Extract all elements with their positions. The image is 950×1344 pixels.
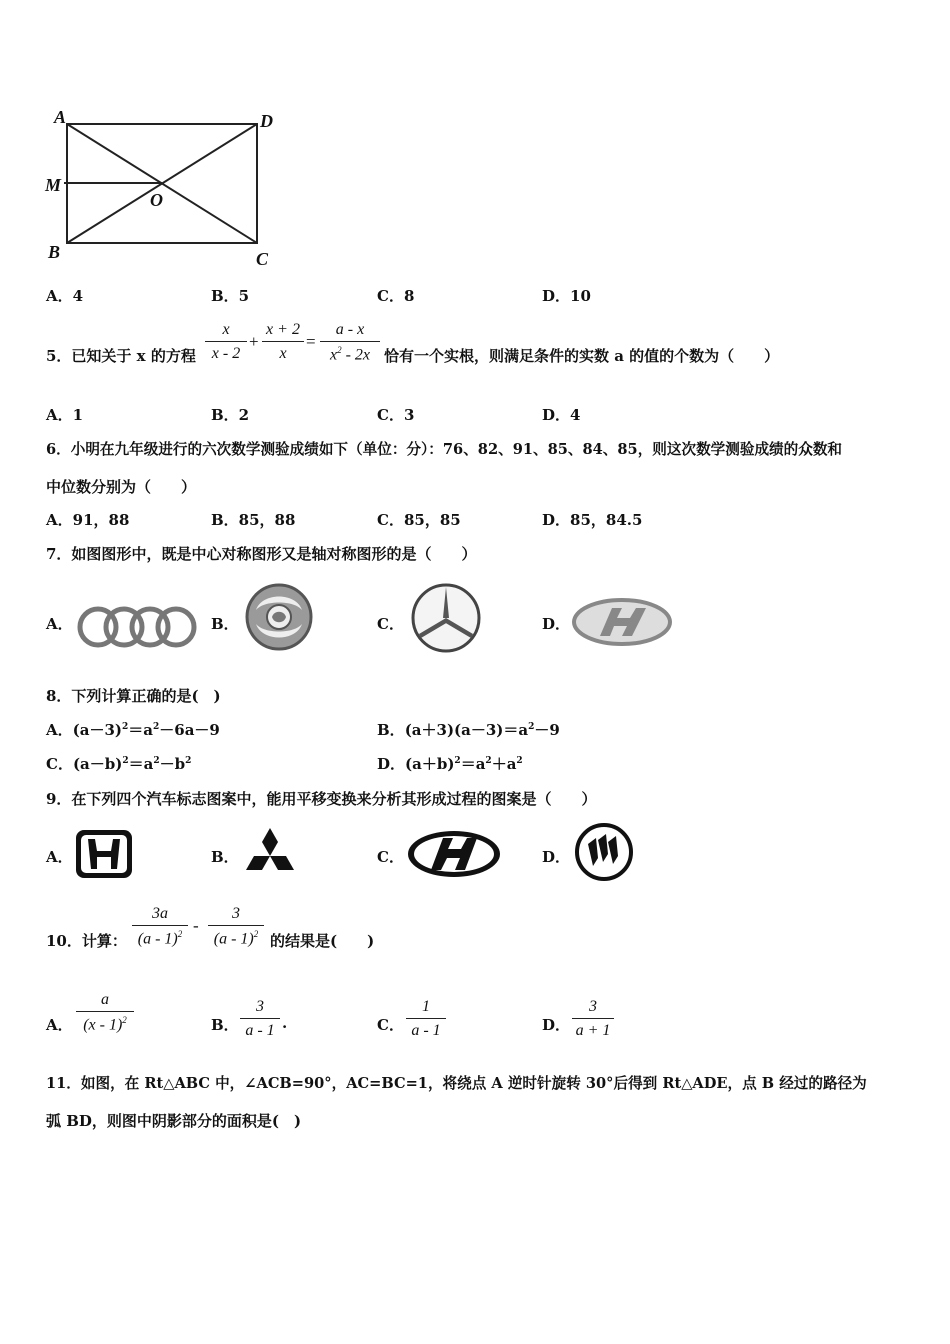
- label-a: A: [54, 107, 67, 127]
- q7-option-b[interactable]: B．: [211, 615, 239, 633]
- q10-option-a-label[interactable]: A．: [46, 1016, 73, 1034]
- q5-prefix: 5．已知关于 x 的方程: [46, 347, 196, 365]
- q10-option-d-fraction[interactable]: 3 a + 1: [572, 999, 614, 1039]
- dongfeng-logo-icon: [242, 582, 316, 652]
- q5-fraction-1: [205, 322, 247, 362]
- q8-option-d[interactable]: D．$(a+b)^2=a^2+a^2$: [377, 755, 523, 773]
- q5-frac1-den: x - 2: [211, 345, 241, 362]
- q8-text: 8．下列计算正确的是( ): [46, 687, 221, 705]
- q9-option-d[interactable]: D．: [542, 848, 571, 866]
- q9-option-b[interactable]: B．: [211, 848, 239, 866]
- q8-option-c[interactable]: C．$(a-b)^2=a^2-b^2$: [46, 755, 192, 773]
- q10-fraction-1: [132, 906, 188, 947]
- q9-option-a[interactable]: A．: [46, 848, 73, 866]
- q10-frac2-num: 3: [232, 905, 240, 922]
- hyundai-logo-black-icon: [405, 828, 503, 880]
- q10-suffix: 的结果是( ): [270, 932, 375, 950]
- q7-option-a[interactable]: A．: [46, 615, 73, 633]
- q5-equals: =: [306, 332, 316, 351]
- rectangle-figure: [40, 105, 290, 275]
- q9-option-c[interactable]: C．: [377, 848, 404, 866]
- q10-frac2-den: (a - 1)$^2$: [213, 929, 259, 948]
- q5-fraction-2: [262, 322, 304, 362]
- q10-option-a-fraction[interactable]: a (x - 1)$^2$: [76, 992, 134, 1033]
- hyundai-logo-grey-icon: [570, 596, 674, 648]
- q5-option-a[interactable]: A．1: [46, 406, 84, 424]
- q5-frac2-den: x: [279, 345, 287, 362]
- q11-text-line1: 11．如图，在 Rt△ABC 中，∠ACB=90°，AC=BC=1，将绕点 A 逆时针旋转 30°后得到 Rt△ADE，点 B 经过的路径为: [46, 1075, 867, 1092]
- q6-option-a[interactable]: A．91，88: [46, 511, 130, 529]
- q8-option-a[interactable]: A．$(a-3)^2=a^2-6a-9$: [46, 721, 220, 739]
- label-c: C: [256, 249, 269, 269]
- q5-plus: +: [249, 332, 259, 351]
- q5-suffix: 恰有一个实根，则满足条件的实数 a 的值的个数为（ ）: [384, 347, 780, 365]
- q6-text-line1: 6．小明在九年级进行的六次数学测验成绩如下（单位：分）：76、82、91、85、84、85，则这次数学测验成绩的众数和: [46, 441, 843, 458]
- audi-rings-icon: [74, 603, 200, 651]
- q10-option-c-label[interactable]: C．: [377, 1016, 404, 1034]
- q10-prefix: 10．计算：: [46, 932, 127, 950]
- q9-text: 9．在下列四个汽车标志图案中，能用平移变换来分析其形成过程的图案是（ ）: [46, 790, 597, 808]
- q10-minus: -: [193, 916, 199, 935]
- label-o: O: [150, 190, 163, 210]
- mitsubishi-logo-icon: [240, 826, 300, 880]
- q6-option-b[interactable]: B．85，88: [211, 511, 296, 529]
- q4-option-c[interactable]: C．8: [377, 287, 415, 305]
- q10-fraction-2: [208, 906, 264, 947]
- q11-text-line2: 弧 BD，则图中阴影部分的面积是( ): [46, 1112, 302, 1130]
- q10-frac1-num: 3a: [152, 905, 168, 922]
- q4-option-a[interactable]: A．4: [46, 287, 84, 305]
- label-m: M: [45, 175, 62, 195]
- q4-option-d[interactable]: D．10: [542, 287, 591, 305]
- q4-option-b[interactable]: B．5: [211, 287, 250, 305]
- q5-frac2-num: x + 2: [266, 321, 300, 338]
- q5-fraction-3: [320, 322, 380, 363]
- q7-option-c[interactable]: C．: [377, 615, 404, 633]
- q10-frac1-den: (a - 1)$^2$: [137, 929, 183, 948]
- q10-option-b-label[interactable]: B．: [211, 1016, 239, 1034]
- q5-option-c[interactable]: C．3: [377, 406, 415, 424]
- q5-frac3-num: a - x: [335, 321, 365, 338]
- q7-text: 7．如图图形中，既是中心对称图形又是轴对称图形的是（ ）: [46, 545, 477, 563]
- q6-text-line2: 中位数分别为（ ）: [46, 478, 197, 496]
- q10-option-d-label[interactable]: D．: [542, 1016, 571, 1034]
- honda-logo-icon: [74, 828, 134, 880]
- buick-logo-icon: [574, 822, 634, 882]
- q10-option-b-fraction[interactable]: 3 a - 1: [240, 999, 280, 1039]
- q10-option-b-tail: .: [282, 1014, 288, 1032]
- q7-option-d[interactable]: D．: [542, 615, 571, 633]
- label-d: D: [260, 111, 273, 131]
- label-b: B: [48, 242, 61, 262]
- q8-option-b[interactable]: B．$(a+3)(a-3)=a^2-9$: [377, 721, 560, 739]
- q6-option-d[interactable]: D．85，84.5: [542, 511, 643, 529]
- q5-frac1-num: x: [222, 321, 230, 338]
- q10-option-c-fraction[interactable]: 1 a - 1: [406, 999, 446, 1039]
- mercedes-star-icon: [410, 582, 482, 654]
- q6-option-c[interactable]: C．85，85: [377, 511, 461, 529]
- q5-option-b[interactable]: B．2: [211, 406, 250, 424]
- q5-frac3-den: $x^2 - 2x$: [329, 345, 371, 364]
- q5-option-d[interactable]: D．4: [542, 406, 581, 424]
